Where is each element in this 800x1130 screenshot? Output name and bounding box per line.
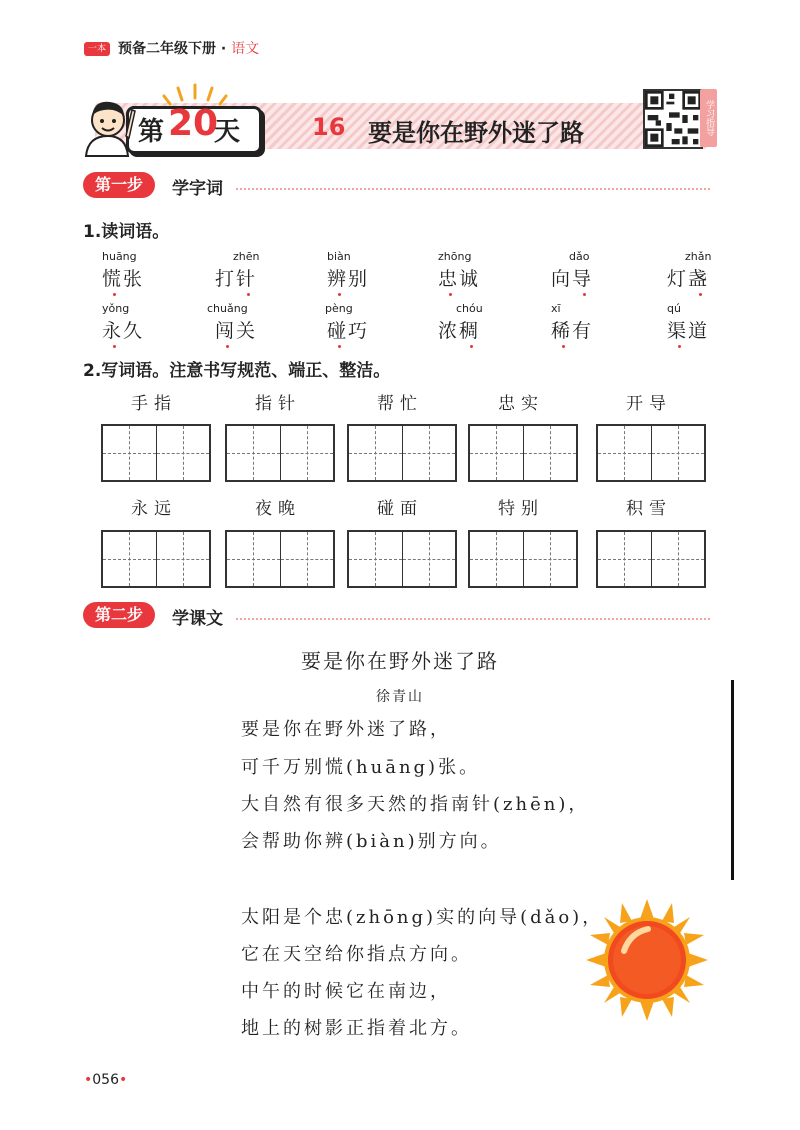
word-item xyxy=(551,302,631,342)
poem-line: 大自然有很多天然的指南针(zhēn)， xyxy=(241,794,590,815)
word-item xyxy=(438,302,518,342)
book-title xyxy=(118,38,259,58)
word-item xyxy=(325,302,405,342)
page-number-text: 056 xyxy=(92,1072,119,1088)
word-text: 灯盏 xyxy=(667,264,747,290)
subject-label: 语文 xyxy=(231,41,260,57)
write-word-label: 碰面 xyxy=(377,499,423,519)
write-word-label: 帮忙 xyxy=(377,394,423,414)
poem-line: 太阳是个忠(zhōng)实的向导(dǎo)， xyxy=(241,907,604,928)
qr-code-icon[interactable] xyxy=(643,89,703,149)
book-name: 预备二年级下册 xyxy=(118,41,216,57)
word-item xyxy=(207,302,287,342)
publisher-logo: 一本 xyxy=(84,42,110,56)
write-word-label: 忠实 xyxy=(498,394,544,414)
pinyin: chóu xyxy=(456,302,483,315)
write-word-label: 积雪 xyxy=(626,499,672,519)
day-number: 20 xyxy=(168,103,219,144)
qr-guide-tag: 学习指导 xyxy=(700,89,717,147)
word-text: 向导 xyxy=(551,264,631,290)
section-title-words: 学字词 xyxy=(172,179,223,199)
word-item xyxy=(667,250,747,290)
word-text: 稀有 xyxy=(551,316,631,342)
word-text: 慌张 xyxy=(102,264,182,290)
word-item xyxy=(667,302,747,342)
section-divider xyxy=(236,618,710,620)
writing-grid[interactable] xyxy=(596,530,706,588)
pinyin: biàn xyxy=(327,250,351,263)
word-text: 浓稠 xyxy=(438,316,518,342)
writing-grid[interactable] xyxy=(101,424,211,482)
title-separator: · xyxy=(220,41,227,57)
pinyin: yǒng xyxy=(102,302,130,315)
word-item xyxy=(438,250,518,290)
poem-line: 要是你在野外迷了路， xyxy=(241,719,451,740)
section-title-text: 学课文 xyxy=(172,609,223,629)
writing-grid[interactable] xyxy=(347,530,457,588)
word-item xyxy=(102,302,182,342)
question-2-title: 2.写词语。注意书写规范、端正、整洁。 xyxy=(83,361,391,381)
word-text: 闯关 xyxy=(207,316,287,342)
dot-icon: • xyxy=(84,1072,93,1088)
student-mascot-icon xyxy=(80,96,138,158)
word-item xyxy=(327,250,407,290)
word-text: 碰巧 xyxy=(325,316,405,342)
step-one-pill: 第一步 xyxy=(83,172,155,198)
word-text: 打针 xyxy=(215,264,295,290)
writing-grid[interactable] xyxy=(347,424,457,482)
lesson-title: 要是你在野外迷了路 xyxy=(368,119,584,147)
section-divider xyxy=(236,188,710,190)
writing-grid[interactable] xyxy=(468,530,578,588)
lesson-number: 16 xyxy=(312,113,346,141)
writing-grid[interactable] xyxy=(225,530,335,588)
question-1-title: 1.读词语。 xyxy=(83,222,170,242)
word-text: 忠诚 xyxy=(438,264,518,290)
writing-grid[interactable] xyxy=(468,424,578,482)
pinyin: pèng xyxy=(325,302,353,315)
page-edge-line xyxy=(731,680,734,880)
poem-author: 徐青山 xyxy=(376,689,424,705)
pinyin: xī xyxy=(551,302,561,315)
step-two-pill: 第二步 xyxy=(83,602,155,628)
word-text: 永久 xyxy=(102,316,182,342)
pinyin: zhǎn xyxy=(685,250,712,263)
poem-line: 地上的树影正指着北方。 xyxy=(241,1018,472,1039)
write-word-label: 开导 xyxy=(626,394,672,414)
word-item xyxy=(551,250,631,290)
write-word-label: 夜晚 xyxy=(255,499,301,519)
word-item xyxy=(215,250,295,290)
pinyin: chuǎng xyxy=(207,302,248,315)
word-item xyxy=(102,250,182,290)
writing-grid[interactable] xyxy=(596,424,706,482)
word-text: 辨别 xyxy=(327,264,407,290)
poem-line: 会帮助你辨(biàn)别方向。 xyxy=(241,831,502,852)
write-word-label: 永远 xyxy=(131,499,177,519)
write-word-label: 指针 xyxy=(255,394,301,414)
poem-line: 可千万别慌(huāng)张。 xyxy=(241,757,481,778)
day-suffix: 天 xyxy=(214,117,241,147)
pinyin: qú xyxy=(667,302,681,315)
write-word-label: 手指 xyxy=(131,394,177,414)
pinyin: zhōng xyxy=(438,250,472,263)
dot-icon: • xyxy=(119,1072,128,1088)
pinyin: dǎo xyxy=(569,250,590,263)
poem-line: 它在天空给你指点方向。 xyxy=(241,944,472,965)
page-number xyxy=(84,1072,127,1088)
day-prefix: 第 xyxy=(138,117,165,147)
sun-illustration-icon xyxy=(584,897,710,1023)
writing-grid[interactable] xyxy=(225,424,335,482)
word-text: 渠道 xyxy=(667,316,747,342)
pinyin: zhēn xyxy=(233,250,260,263)
writing-grid[interactable] xyxy=(101,530,211,588)
write-word-label: 特别 xyxy=(498,499,544,519)
poem-title: 要是你在野外迷了路 xyxy=(301,649,499,673)
poem-line: 中午的时候它在南边， xyxy=(241,981,451,1002)
pinyin: huāng xyxy=(102,250,137,263)
